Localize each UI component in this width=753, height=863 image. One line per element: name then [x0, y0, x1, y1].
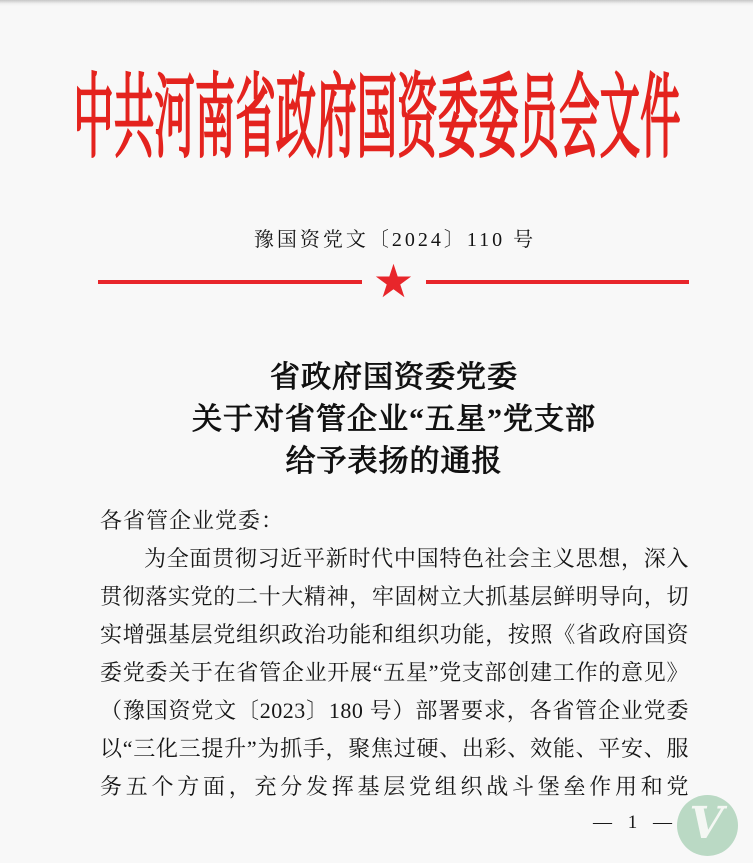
page-number: — 1 —	[593, 812, 675, 833]
document-body	[100, 502, 689, 812]
divider-line-left	[98, 280, 362, 284]
top-edge-shadow	[0, 0, 753, 6]
document-number: 豫国资党文〔2024〕110 号	[253, 229, 537, 251]
divider-line-right	[426, 280, 690, 284]
letterhead-title: 中共河南省政府国资委委员会文件	[72, 66, 681, 169]
document-title-line-1: 省政府国资委党委	[270, 361, 518, 394]
salutation: 各省管企业党委：	[100, 508, 285, 533]
document-title-line-2: 关于对省管企业“五星”党支部	[192, 403, 596, 436]
document-title-line-3: 给予表扬的通报	[285, 445, 503, 478]
document-title	[0, 357, 753, 483]
v-logo-icon: V	[689, 797, 724, 849]
star-icon: ★	[372, 254, 415, 308]
body-paragraph: 为全面贯彻习近平新时代中国特色社会主义思想，深入贯彻落实党的二十大精神，牢固树立大抓基层鲜明导向，切实增强基层党组织政治功能和组织功能，按照《省政府国资委党委关于在省管企业开展“五星”党支部创建工作的意见》（豫国资党文〔2023〕180 号）部署要求，各省管企业党委以“三化三提升”为抓手，聚焦过硬、出彩、效能、平安、服务五个方面，充分发挥基层党组织战斗堡垒作用和党	[100, 546, 689, 799]
red-divider	[98, 254, 689, 308]
letterhead-band	[0, 62, 753, 174]
star-box	[362, 254, 426, 308]
v-logo-watermark	[677, 795, 738, 856]
